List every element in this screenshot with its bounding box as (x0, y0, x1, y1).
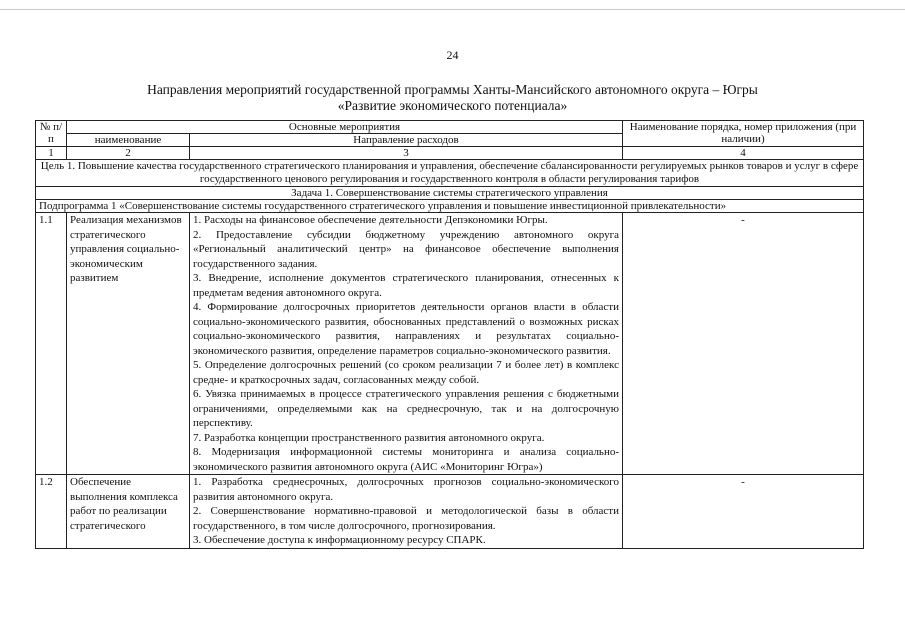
activities-table (35, 120, 864, 549)
list-item: 1. Расходы на финансовое обеспечение деятельности Депэкономики Югры. (193, 214, 548, 226)
col-number-4: 4 (623, 147, 864, 160)
page-number: 24 (446, 48, 459, 62)
order-name-header: Наименование порядка, номер приложения (при наличии) (623, 121, 864, 147)
list-item: 1. Разработка среднесрочных, долгосрочных прогнозов социально-экономического развития автономного округа. (193, 476, 619, 503)
goal-row (36, 160, 864, 187)
title-line-2: «Развитие экономического потенциала» (337, 98, 568, 113)
expense-directions (190, 475, 623, 549)
list-item: 2. Предоставление субсидии бюджетному учреждению автономного округа «Региональный аналитический центр» на финансовое обеспечение выполнения государственного задания. (193, 228, 619, 270)
table-row (36, 475, 864, 549)
row-number: 1.2 (36, 475, 67, 549)
row-number: 1.1 (36, 213, 67, 475)
expense-directions (190, 213, 623, 475)
col-number-3: 3 (190, 147, 623, 160)
col-number-2: 2 (67, 147, 190, 160)
col-num-header: № п/п (36, 121, 67, 147)
title-line-1: Направления мероприятий государственной программы Ханты-Мансийского автономного округа – Югры (147, 82, 758, 97)
subprogram-text: Подпрограмма 1 «Совершенствование системы государственного стратегического управления и повышение инвестиционной привлекательности» (36, 200, 864, 213)
table-header-row-1 (36, 121, 864, 134)
document-title (60, 82, 845, 114)
main-activities-header: Основные мероприятия (67, 121, 623, 134)
list-item: 2. Совершенствование нормативно-правовой и методологической базы в области государственного, в том числе долгосрочного, прогнозирования. (193, 505, 619, 532)
list-item: 5. Определение долгосрочных решений (со сроком реализации 7 и более лет) в комплекс средне- и краткосрочных задач, согласованных между собой. (193, 359, 619, 386)
list-item: 7. Разработка концепции пространственного развития автономного округа. (193, 431, 545, 444)
list-item: 8. Модернизация информационной системы мониторинга и анализа социально-экономического развития автономного округа (АИС «Мониторинг Югра») (193, 446, 619, 473)
activity-name: Обеспечение выполнения комплекса работ по реализации стратегического (67, 475, 190, 549)
subprogram-row (36, 200, 864, 213)
expense-direction-header: Направление расходов (190, 134, 623, 147)
list-item: 3. Обеспечение доступа к информационному ресурсу СПАРК. (193, 534, 486, 546)
activity-name: Реализация механизмов стратегического управления социально-экономическим развитием (67, 213, 190, 475)
order-value: - (623, 475, 864, 549)
goal-text: Цель 1. Повышение качества государственного стратегического планирования и управления, обеспечение сбалансированности регулируемых рынков товаров и услуг в сфере государственного ценового регулирования и государственного контроля в области регулирования тарифов (36, 160, 864, 187)
col-number-1: 1 (36, 147, 67, 160)
name-header: наименование (67, 134, 190, 147)
list-item: 4. Формирование долгосрочных приоритетов деятельности органов власти в области социально-экономического развития, обоснованных представлений о возможных рисках социально-экономического развития, направлениях и результатах социально-экономического развития, определение параметров социально-экономического развития. (193, 301, 619, 357)
list-item: 6. Увязка принимаемых в процессе стратегического управления решения с бюджетными ограничениями, определяемыми как на среднесрочную, так и на долгосрочную перспективу. (193, 388, 619, 429)
page-top-border (0, 9, 905, 10)
task-row (36, 187, 864, 200)
list-item: 3. Внедрение, исполнение документов стратегического планирования, отнесенных к предметам ведения автономного округа. (193, 272, 619, 299)
task-text: Задача 1. Совершенствование системы стратегического управления (36, 187, 864, 200)
order-value: - (623, 213, 864, 475)
column-numbers-row (36, 147, 864, 160)
table-row (36, 213, 864, 475)
